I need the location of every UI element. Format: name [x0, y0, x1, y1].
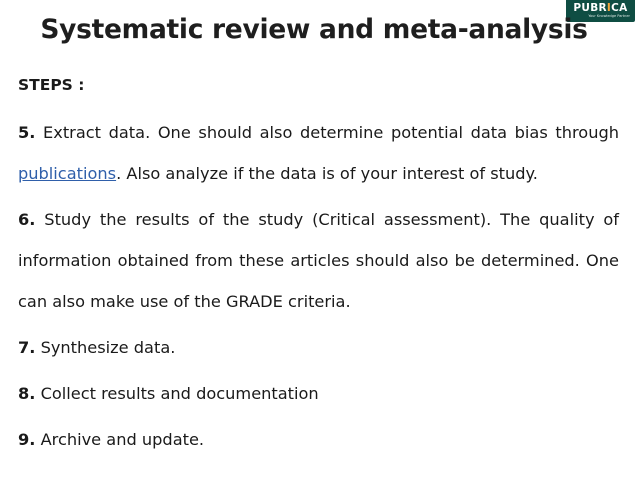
step-8-number: 8.: [18, 384, 36, 403]
step-8-text: Collect results and documentation: [35, 384, 319, 403]
logo-brand: [566, 0, 635, 14]
step-9-text: Archive and update.: [35, 430, 205, 449]
step-6-text: Study the results of the study (Critical assessment). The quality of information obtained from these articles should also be determined. One can also make use of the GRADE criteria.: [18, 210, 619, 311]
step-7-text: Synthesize data.: [35, 338, 176, 357]
step-6: [18, 199, 619, 322]
logo-brand-part-a: PUBR: [573, 2, 607, 14]
steps-heading: STEPS :: [18, 76, 85, 94]
step-8: [18, 373, 619, 414]
publications-link[interactable]: publications: [18, 164, 117, 183]
slide-title: Systematic review and meta-analysis: [40, 14, 588, 45]
step-5-text-b: . Also analyze if the data is of your interest of study.: [116, 164, 538, 183]
step-5-text-a: Extract data. One should also determine potential data bias through: [35, 123, 619, 142]
step-5: [18, 112, 619, 194]
logo-brand-accent: I: [606, 2, 612, 14]
step-7: [18, 327, 619, 368]
step-7-number: 7.: [18, 338, 36, 357]
step-5-number: 5.: [18, 123, 36, 142]
step-9: [18, 419, 619, 460]
step-6-number: 6.: [18, 210, 36, 229]
step-9-number: 9.: [18, 430, 36, 449]
steps-content: [18, 72, 619, 465]
logo-tagline: Your Knowledge Partner: [588, 14, 630, 18]
logo-brand-part-c: CA: [611, 2, 628, 14]
